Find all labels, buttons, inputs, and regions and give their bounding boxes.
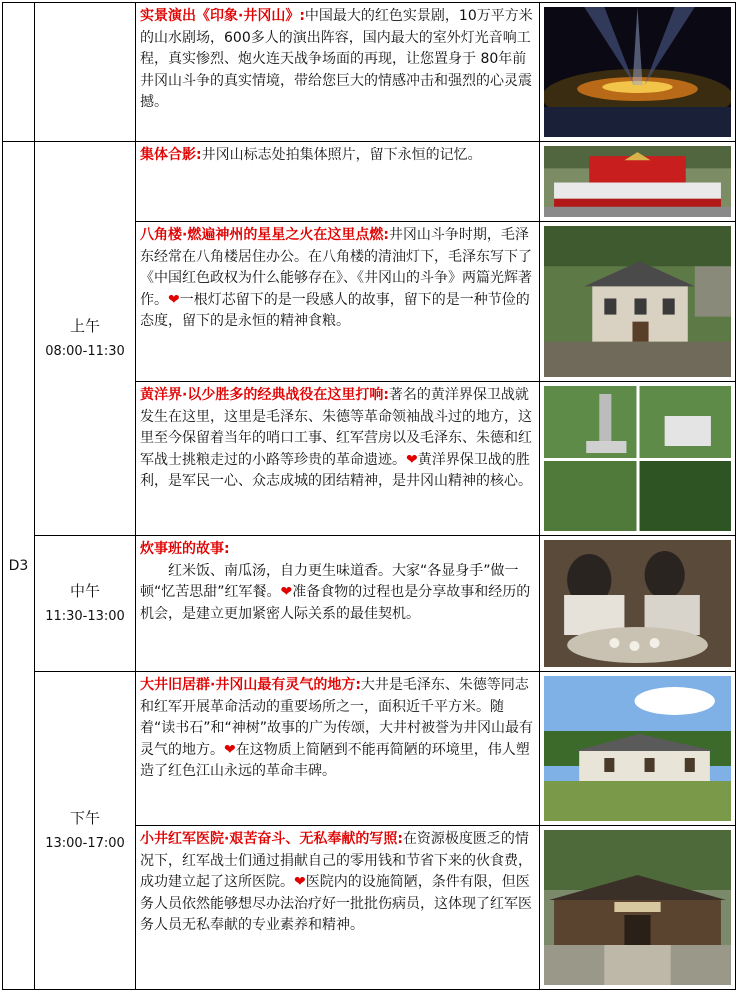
- activity-note: 黄洋界保卫战的胜利，是军民一心、众志成城的团结精神，是井冈山精神的核心。: [140, 451, 532, 489]
- heart-icon: ❤: [224, 741, 236, 758]
- time-cell-prev: [34, 2, 136, 142]
- activity-title: 炊事班的故事:: [140, 541, 230, 557]
- stage-performance-image: [544, 7, 731, 137]
- activity-body: 井冈山斗争时期，毛泽东经常在八角楼居住办公。在八角楼的清油灯下，毛泽东写下了《中国红色政权为什么能够存在》、《井冈山的斗争》两篇光辉著作。: [140, 227, 532, 308]
- activity-image-cell: [539, 825, 736, 990]
- period-label-noon: 中午: [69, 581, 100, 600]
- period-time-afternoon: 13:00-17:00: [45, 835, 125, 851]
- activity-body: 红米饭、南瓜汤，自力更生味道香。大家“各显身手”做一顿“忆苦思甜”红军餐。: [140, 562, 519, 600]
- activity-note: 医院内的设施简陋，条件有限，但医务人员依然能够想尽办法治疗好一批批伤病员，这体现了红军医务人员无私奉献的专业素养和精神。: [140, 874, 532, 933]
- activity-body: 在资源极度匮乏的情况下，红军战士们通过捐献自己的零用钱和节省下来的伙食费，成功建立起了这所医院。: [140, 831, 532, 890]
- activity-title: 八角楼·燃遍神州的星星之火在这里点燃:: [140, 227, 389, 243]
- activity-cell: [135, 221, 540, 382]
- activity-cell: [135, 825, 540, 990]
- activity-note: 准备食物的过程也是分享故事和经历的机会，是建立更加紧密人际关系的最佳契机。: [140, 584, 531, 622]
- day-cell-prev: [2, 2, 35, 142]
- activity-title: 大井旧居群·井冈山最有灵气的地方:: [140, 677, 361, 693]
- activity-cell: [135, 2, 540, 142]
- period-time-morning: 08:00-11:30: [45, 343, 125, 359]
- period-time-noon: 11:30-13:00: [45, 608, 125, 624]
- activity-title: 小井红军医院·艰苦奋斗、无私奉献的写照:: [140, 831, 403, 847]
- activity-body: 著名的黄洋界保卫战就发生在这里，这里是毛泽东、朱德等革命领袖战斗过的地方，这里至今保留着当年的哨口工事、红军营房以及毛泽东、朱德和红军战士挑粮走过的小路等珍贵的革命遗迹。: [140, 387, 532, 468]
- day-label: D3: [8, 557, 29, 574]
- heart-icon: ❤: [406, 451, 418, 468]
- red-army-hospital-image: [544, 830, 731, 985]
- activity-image-cell: [539, 141, 736, 222]
- activity-body: 大井是毛泽东、朱德等同志和红军开展革命活动的重要场所之一，面积近千平方米。随着“读书石”和“神树”故事的广为传颂，大井村被誉为井冈山最有灵气的地方。: [140, 677, 534, 758]
- activity-title: 实景演出《印象·井冈山》:: [140, 8, 305, 24]
- activity-cell: [135, 671, 540, 826]
- activity-body: 中国最大的红色实景剧，10万平方米的山水剧场，600多人的演出阵容，国内最大的室外灯光音响工程，真实惨烈、炮火连天战争场面的再现，让您置身于 80年前井冈山斗争的真实情境，带给您巨大的情感冲击和强烈的心灵震撼。: [140, 8, 533, 110]
- activity-image-cell: [539, 381, 736, 536]
- bajiaolou-image: [544, 226, 731, 377]
- activity-note: 一根灯芯留下的是一段感人的故事，留下的是一种节俭的态度，留下的是永恒的精神食粮。: [140, 291, 530, 329]
- group-photo-image: [544, 146, 731, 217]
- period-label-morning: 上午: [69, 316, 100, 335]
- activity-body: 井冈山标志处拍集体照片，留下永恒的记忆。: [201, 147, 482, 163]
- heart-icon: ❤: [294, 874, 306, 890]
- time-cell-morning: [34, 141, 136, 536]
- cooking-image: [544, 540, 731, 667]
- activity-cell: [135, 141, 540, 222]
- huangyangjie-image: [544, 386, 731, 531]
- activity-image-cell: [539, 2, 736, 142]
- heart-icon: ❤: [168, 291, 180, 308]
- heart-icon: ❤: [280, 584, 293, 600]
- activity-cell: [135, 381, 540, 536]
- activity-title: 黄洋界·以少胜多的经典战役在这里打响:: [140, 387, 389, 403]
- time-cell-noon: [34, 535, 136, 672]
- activity-image-cell: [539, 221, 736, 382]
- itinerary-table: [2, 2, 736, 990]
- day-cell: [2, 141, 35, 990]
- dajing-residence-image: [544, 676, 731, 821]
- activity-cell: [135, 535, 540, 672]
- time-cell-afternoon: [34, 671, 136, 990]
- period-label-afternoon: 下午: [69, 808, 100, 827]
- activity-image-cell: [539, 671, 736, 826]
- activity-image-cell: [539, 535, 736, 672]
- activity-note: 在这物质上简陋到不能再简陋的环境里，伟人塑造了红色江山永远的革命丰碑。: [140, 741, 530, 779]
- activity-title: 集体合影:: [140, 147, 202, 163]
